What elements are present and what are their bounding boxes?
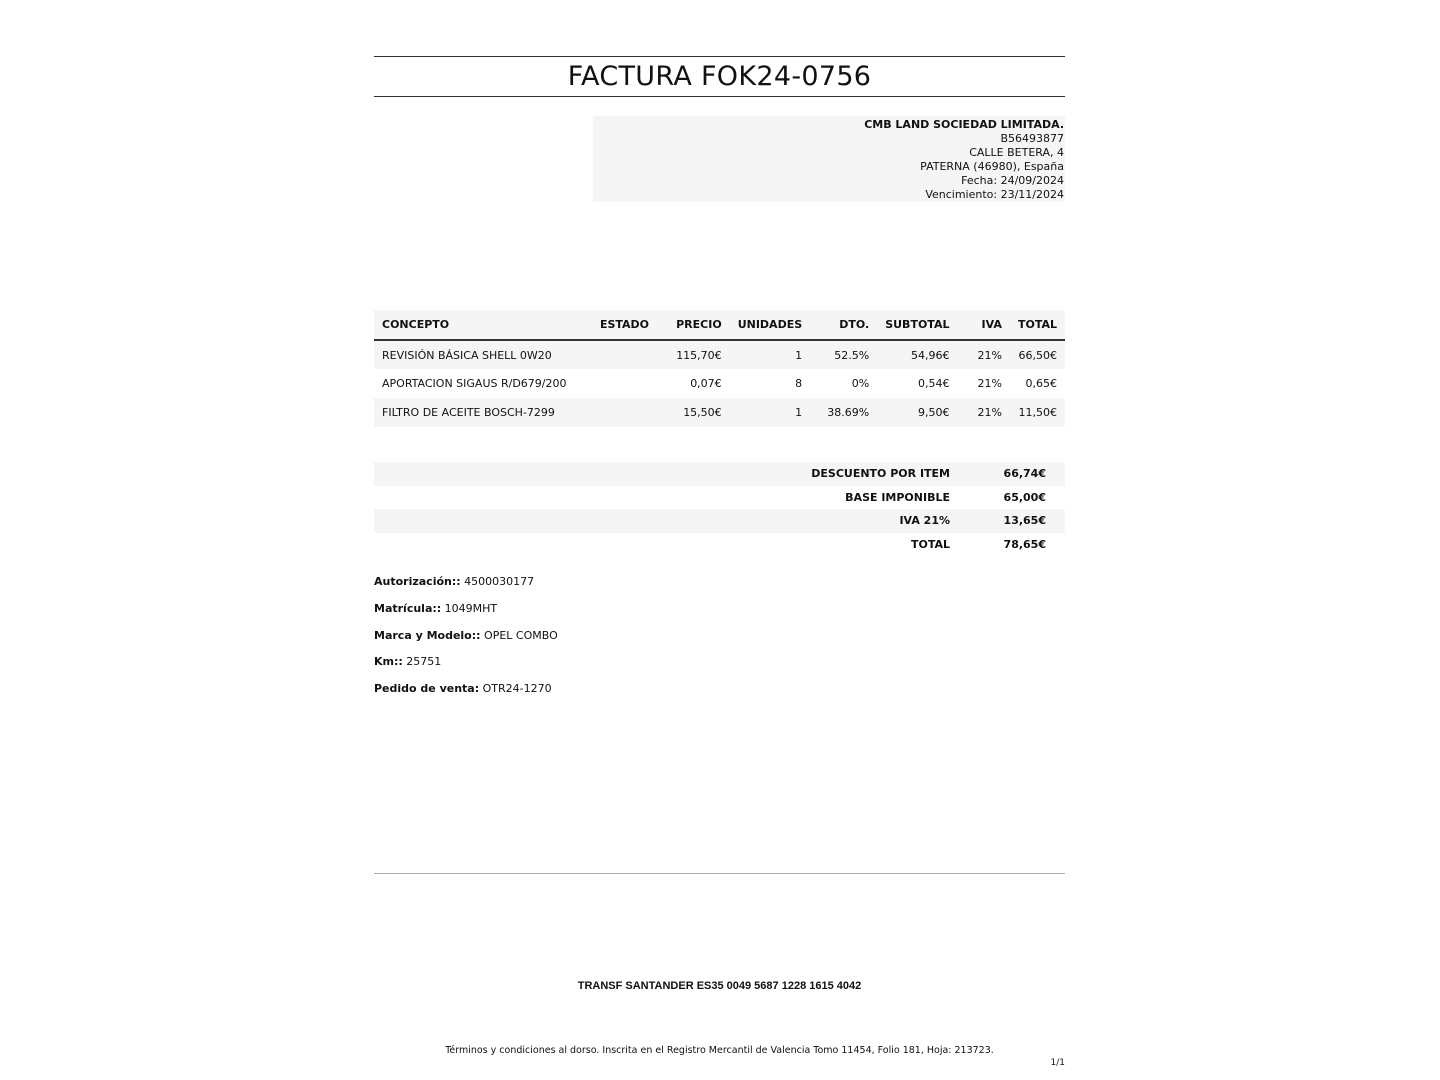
table-row: [374, 369, 1065, 398]
cell-total: 0,65€: [1025, 377, 1057, 390]
cell-dto: 52.5%: [810, 340, 877, 369]
header-total: TOTAL: [1010, 310, 1065, 340]
company-info-box: [593, 116, 1065, 202]
totals-label: IVA 21%: [899, 514, 950, 528]
cell-subtotal: 54,96€: [877, 340, 957, 369]
extra-value: 1049MHT: [444, 601, 498, 615]
extra-value: OPEL COMBO: [484, 628, 558, 642]
cell-precio: 115,70€: [657, 340, 730, 369]
invoice-page: [374, 0, 1065, 1080]
header-precio: PRECIO: [657, 310, 730, 340]
cell-concepto: FILTRO DE ACEITE BOSCH-7299: [374, 398, 589, 427]
extra-value: 4500030177: [464, 575, 535, 588]
header-subtotal: SUBTOTAL: [877, 310, 957, 340]
totals-row-discount: [374, 462, 1065, 486]
totals-value: 13,65€: [1003, 514, 1046, 528]
cell-unidades: 1: [730, 340, 810, 369]
cell-precio: 15,50€: [657, 398, 730, 427]
header-unidades: UNIDADES: [730, 310, 810, 340]
header-concepto: CONCEPTO: [374, 310, 589, 340]
cell-estado: [589, 398, 657, 427]
totals-value: 78,65€: [1003, 537, 1046, 551]
table-header-row: [374, 310, 1065, 340]
extra-make-model: [374, 628, 1065, 655]
totals-label: DESCUENTO POR ITEM: [811, 467, 950, 481]
extra-authorization: [374, 574, 1065, 601]
extra-label: Marca y Modelo::: [374, 628, 481, 642]
extra-value: OTR24-1270: [482, 682, 552, 696]
extra-km: [374, 654, 1065, 681]
extra-label: Matrícula::: [374, 601, 442, 615]
cell-concepto: APORTACION SIGAUS R/D679/200: [382, 377, 567, 390]
table-row: [374, 398, 1065, 427]
extra-label: Km::: [374, 655, 403, 669]
invoice-title: FACTURA FOK24-0756: [567, 61, 872, 92]
page-number: 1/1: [1050, 1058, 1065, 1068]
cell-estado: [589, 369, 657, 398]
totals-row-total: [374, 533, 1065, 557]
totals-row-base: [374, 486, 1065, 510]
title-bottom-rule: [374, 96, 1065, 97]
cell-estado: [589, 340, 657, 369]
title-top-rule: [374, 56, 1065, 57]
line-items-table: [374, 310, 1065, 427]
header-iva: IVA: [957, 310, 1009, 340]
totals-label: BASE IMPONIBLE: [845, 490, 950, 504]
cell-subtotal: 9,50€: [877, 398, 957, 427]
company-tax-id: B56493877: [1000, 131, 1064, 145]
cell-precio: 0,07€: [690, 377, 722, 390]
totals-value: 66,74€: [1003, 467, 1046, 481]
totals-row-iva: [374, 509, 1065, 533]
extra-value: 25751: [406, 655, 442, 669]
terms-text: Términos y condiciones al dorso. Inscrita en el Registro Mercantil de Valencia Tomo 11454, Folio 181, Hoja: 213723.: [445, 1045, 994, 1056]
table-row: [374, 340, 1065, 369]
bank-transfer-info: TRANSF SANTANDER ES35 0049 5687 1228 1615 4042: [577, 980, 862, 992]
extra-label: Pedido de venta:: [374, 682, 480, 696]
header-estado: ESTADO: [589, 310, 657, 340]
cell-iva: 21%: [977, 377, 1002, 390]
company-street: CALLE BETERA, 4: [969, 145, 1064, 159]
company-name: CMB LAND SOCIEDAD LIMITADA.: [864, 118, 1064, 131]
cell-total: 66,50€: [1010, 340, 1065, 369]
cell-iva: 21%: [957, 340, 1009, 369]
extra-info-block: [374, 574, 1065, 708]
totals-value: 65,00€: [1003, 490, 1046, 504]
extra-plate: [374, 601, 1065, 628]
cell-dto: 38.69%: [810, 398, 877, 427]
totals-label: TOTAL: [910, 537, 950, 551]
totals-block: [374, 462, 1065, 556]
invoice-due-date: Vencimiento: 23/11/2024: [925, 187, 1064, 201]
company-city: PATERNA (46980), España: [920, 159, 1064, 173]
cell-total: 11,50€: [1010, 398, 1065, 427]
invoice-date: Fecha: 24/09/2024: [961, 173, 1064, 187]
extra-sales-order: [374, 681, 1065, 708]
cell-concepto: REVISIÓN BÁSICA SHELL 0W20: [374, 340, 589, 369]
cell-unidades: 1: [730, 398, 810, 427]
cell-iva: 21%: [957, 398, 1009, 427]
footer-divider: [374, 873, 1065, 874]
header-dto: DTO.: [810, 310, 877, 340]
cell-subtotal: 0,54€: [917, 377, 950, 390]
cell-unidades: 8: [795, 377, 803, 390]
cell-dto: 0%: [851, 377, 870, 390]
extra-label: Autorización::: [374, 575, 461, 588]
